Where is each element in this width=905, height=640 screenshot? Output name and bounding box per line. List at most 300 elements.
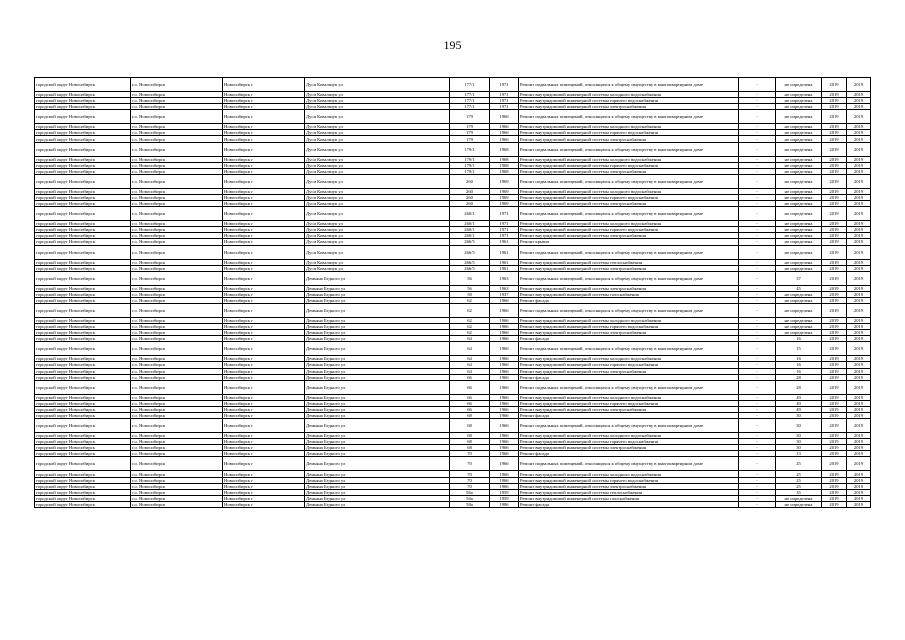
cell-dash: - <box>739 98 776 104</box>
cell-house: 260/1 <box>450 233 490 239</box>
cell-city: Новосибирск г <box>223 451 305 457</box>
cell-house: 64 <box>450 362 490 368</box>
cell-region: городской округ Новосибирск <box>35 445 131 451</box>
cell-house: 64 <box>450 336 490 342</box>
table-row <box>35 174 871 188</box>
cell-city: Новосибирск г <box>223 445 305 451</box>
cell-dash: - <box>739 495 776 501</box>
cell-year: 1971 <box>490 221 519 227</box>
cell-year-start: 2019 <box>822 336 847 342</box>
cell-city: Новосибирск г <box>223 413 305 419</box>
cell-work-type: Ремонт внутридомовой инженерной системы холодного водоснабжения <box>519 356 739 362</box>
cell-municipality: г.о. Новосибирск <box>131 142 223 156</box>
cell-region: городской округ Новосибирск <box>35 324 131 330</box>
cell-city: Новосибирск г <box>223 362 305 368</box>
cell-work-type: Ремонт внутридомовой инженерной системы горячего водоснабжения <box>519 324 739 330</box>
cell-year: 1963 <box>490 271 519 285</box>
cell-house: 58 <box>450 291 490 297</box>
cell-city: Новосибирск г <box>223 483 305 489</box>
cell-house: 70 <box>450 471 490 477</box>
cell-street: Дуси Ковальчук ул <box>305 136 450 142</box>
cell-dash: - <box>739 259 776 265</box>
cell-municipality: г.о. Новосибирск <box>131 124 223 130</box>
cell-cost: не определена <box>776 297 822 303</box>
cell-year: 1966 <box>490 136 519 142</box>
cell-year-end: 2019 <box>847 457 871 471</box>
cell-year-end: 2019 <box>847 489 871 495</box>
cell-dash: - <box>739 110 776 124</box>
cell-year-start: 2019 <box>822 362 847 368</box>
cell-year: 1966 <box>490 368 519 374</box>
cell-house: 70 <box>450 483 490 489</box>
cell-year-end: 2019 <box>847 188 871 194</box>
cell-dash: - <box>739 394 776 400</box>
cell-city: Новосибирск г <box>223 245 305 259</box>
cell-municipality: г.о. Новосибирск <box>131 489 223 495</box>
cell-municipality: г.о. Новосибирск <box>131 471 223 477</box>
cell-year-start: 2019 <box>822 291 847 297</box>
cell-cost: 30 <box>776 439 822 445</box>
cell-year: 1966 <box>490 400 519 406</box>
cell-municipality: г.о. Новосибирск <box>131 445 223 451</box>
cell-dash: - <box>739 227 776 233</box>
cell-work-type: Ремонт внутридомовой инженерной системы электроснабжения <box>519 445 739 451</box>
cell-year-start: 2019 <box>822 245 847 259</box>
cell-work-type: Ремонт крыши <box>519 239 739 245</box>
cell-region: городской округ Новосибирск <box>35 194 131 200</box>
cell-year-start: 2019 <box>822 457 847 471</box>
cell-cost: не определена <box>776 495 822 501</box>
cell-year: 1966 <box>490 124 519 130</box>
cell-street: Демьяна Бедного ул <box>305 291 450 297</box>
cell-region: городской округ Новосибирск <box>35 356 131 362</box>
cell-year-start: 2019 <box>822 207 847 221</box>
cell-year-start: 2019 <box>822 400 847 406</box>
cell-street: Дуси Ковальчук ул <box>305 245 450 259</box>
cell-municipality: г.о. Новосибирск <box>131 285 223 291</box>
cell-year-start: 2019 <box>822 356 847 362</box>
cell-year-start: 2019 <box>822 342 847 356</box>
cell-municipality: г.о. Новосибирск <box>131 207 223 221</box>
cell-year: 1966 <box>490 451 519 457</box>
cell-street: Демьяна Бедного ул <box>305 374 450 380</box>
cell-municipality: г.о. Новосибирск <box>131 324 223 330</box>
cell-year: 1968 <box>490 168 519 174</box>
cell-house: 56а <box>450 495 490 501</box>
cell-municipality: г.о. Новосибирск <box>131 78 223 92</box>
cell-year: 1969 <box>490 188 519 194</box>
cell-year-end: 2019 <box>847 168 871 174</box>
cell-city: Новосибирск г <box>223 168 305 174</box>
cell-year-end: 2019 <box>847 245 871 259</box>
cell-cost: не определена <box>776 92 822 98</box>
cell-year: 1966 <box>490 336 519 342</box>
cell-dash: - <box>739 265 776 271</box>
cell-city: Новосибирск г <box>223 477 305 483</box>
cell-work-type: Ремонт внутридомовой инженерной системы холодного водоснабжения <box>519 317 739 323</box>
cell-cost: 49 <box>776 394 822 400</box>
cell-cost: не определена <box>776 317 822 323</box>
cell-work-type: Ремонт фасада <box>519 413 739 419</box>
cell-house: 62 <box>450 303 490 317</box>
cell-work-type: Ремонт фасада <box>519 374 739 380</box>
cell-city: Новосибирск г <box>223 324 305 330</box>
cell-street: Дуси Ковальчук ул <box>305 174 450 188</box>
cell-year-end: 2019 <box>847 477 871 483</box>
cell-municipality: г.о. Новосибирск <box>131 297 223 303</box>
cell-city: Новосибирск г <box>223 471 305 477</box>
cell-work-type: Ремонт подвальных помещений, относящихся к общему имуществу в многоквартирном доме <box>519 457 739 471</box>
cell-year-start: 2019 <box>822 285 847 291</box>
cell-house: 179 <box>450 124 490 130</box>
cell-dash: - <box>739 356 776 362</box>
cell-year-end: 2019 <box>847 98 871 104</box>
cell-dash: - <box>739 457 776 471</box>
cell-year-start: 2019 <box>822 303 847 317</box>
cell-dash: - <box>739 188 776 194</box>
cell-house: 260 <box>450 188 490 194</box>
cell-year-end: 2019 <box>847 104 871 110</box>
cell-municipality: г.о. Новосибирск <box>131 168 223 174</box>
cell-year-end: 2019 <box>847 239 871 245</box>
cell-street: Демьяна Бедного ул <box>305 356 450 362</box>
cell-work-type: Ремонт внутридомовой инженерной системы горячего водоснабжения <box>519 362 739 368</box>
table-row <box>35 303 871 317</box>
cell-dash: - <box>739 433 776 439</box>
cell-municipality: г.о. Новосибирск <box>131 291 223 297</box>
cell-year: 1968 <box>490 142 519 156</box>
cell-street: Демьяна Бедного ул <box>305 439 450 445</box>
cell-house: 266/5 <box>450 245 490 259</box>
cell-region: городской округ Новосибирск <box>35 130 131 136</box>
cell-dash: - <box>739 291 776 297</box>
cell-region: городской округ Новосибирск <box>35 477 131 483</box>
cell-house: 64 <box>450 368 490 374</box>
cell-year-start: 2019 <box>822 124 847 130</box>
cell-region: городской округ Новосибирск <box>35 419 131 433</box>
cell-region: городской округ Новосибирск <box>35 110 131 124</box>
cell-dash: - <box>739 136 776 142</box>
cell-work-type: Ремонт внутридомовой инженерной системы электроснабжения <box>519 104 739 110</box>
cell-work-type: Ремонт внутридомовой инженерной системы холодного водоснабжения <box>519 188 739 194</box>
cell-dash: - <box>739 194 776 200</box>
cell-year-end: 2019 <box>847 92 871 98</box>
cell-region: городской округ Новосибирск <box>35 285 131 291</box>
cell-region: городской округ Новосибирск <box>35 168 131 174</box>
cell-year-start: 2019 <box>822 368 847 374</box>
cell-house: 68 <box>450 419 490 433</box>
cell-year-end: 2019 <box>847 324 871 330</box>
cell-work-type: Ремонт фасада <box>519 501 739 507</box>
table-row <box>35 245 871 259</box>
cell-house: 56а <box>450 489 490 495</box>
cell-cost: 16 <box>776 368 822 374</box>
cell-municipality: г.о. Новосибирск <box>131 194 223 200</box>
cell-municipality: г.о. Новосибирск <box>131 342 223 356</box>
cell-house: 260 <box>450 201 490 207</box>
cell-house: 70 <box>450 457 490 471</box>
cell-house: 66 <box>450 380 490 394</box>
cell-year: 1963 <box>490 285 519 291</box>
cell-region: городской округ Новосибирск <box>35 394 131 400</box>
cell-year-end: 2019 <box>847 330 871 336</box>
cell-work-type: Ремонт подвальных помещений, относящихся к общему имуществу в многоквартирном доме <box>519 142 739 156</box>
cell-street: Дуси Ковальчук ул <box>305 168 450 174</box>
cell-region: городской округ Новосибирск <box>35 239 131 245</box>
cell-work-type: Ремонт внутридомовой инженерной системы горячего водоснабжения <box>519 162 739 168</box>
cell-municipality: г.о. Новосибирск <box>131 451 223 457</box>
cell-dash: - <box>739 324 776 330</box>
cell-work-type: Ремонт внутридомовой инженерной системы электроснабжения <box>519 265 739 271</box>
cell-year-start: 2019 <box>822 445 847 451</box>
cell-cost: не определена <box>776 324 822 330</box>
cell-street: Дуси Ковальчук ул <box>305 104 450 110</box>
cell-year: 1966 <box>490 413 519 419</box>
cell-city: Новосибирск г <box>223 130 305 136</box>
cell-work-type: Ремонт внутридомовой инженерной системы теплоснабжения <box>519 259 739 265</box>
table-row <box>35 142 871 156</box>
cell-dash: - <box>739 380 776 394</box>
cell-year: 1966 <box>490 330 519 336</box>
cell-city: Новосибирск г <box>223 271 305 285</box>
cell-year-end: 2019 <box>847 303 871 317</box>
cell-year: 1971 <box>490 207 519 221</box>
cell-cost: не определена <box>776 201 822 207</box>
cell-year-end: 2019 <box>847 265 871 271</box>
cell-year-start: 2019 <box>822 92 847 98</box>
cell-city: Новосибирск г <box>223 380 305 394</box>
cell-work-type: Ремонт внутридомовой инженерной системы электроснабжения <box>519 406 739 412</box>
cell-cost: 13 <box>776 451 822 457</box>
cell-street: Демьяна Бедного ул <box>305 271 450 285</box>
cell-house: 66 <box>450 374 490 380</box>
cell-region: городской округ Новосибирск <box>35 406 131 412</box>
cell-year: 1966 <box>490 457 519 471</box>
cell-city: Новосибирск г <box>223 98 305 104</box>
cell-municipality: г.о. Новосибирск <box>131 271 223 285</box>
cell-region: городской округ Новосибирск <box>35 457 131 471</box>
cell-municipality: г.о. Новосибирск <box>131 110 223 124</box>
cell-house: 68 <box>450 413 490 419</box>
cell-work-type: Ремонт внутридомовой инженерной системы холодного водоснабжения <box>519 92 739 98</box>
cell-city: Новосибирск г <box>223 78 305 92</box>
cell-municipality: г.о. Новосибирск <box>131 245 223 259</box>
cell-municipality: г.о. Новосибирск <box>131 501 223 507</box>
cell-municipality: г.о. Новосибирск <box>131 495 223 501</box>
cell-street: Демьяна Бедного ул <box>305 362 450 368</box>
cell-house: 260 <box>450 194 490 200</box>
cell-city: Новосибирск г <box>223 124 305 130</box>
cell-cost: не определена <box>776 142 822 156</box>
cell-dash: - <box>739 245 776 259</box>
cell-year: 1961 <box>490 265 519 271</box>
cell-municipality: г.о. Новосибирск <box>131 374 223 380</box>
cell-street: Дуси Ковальчук ул <box>305 188 450 194</box>
cell-work-type: Ремонт внутридомовой инженерной системы холодного водоснабжения <box>519 156 739 162</box>
cell-year: 1961 <box>490 245 519 259</box>
cell-city: Новосибирск г <box>223 336 305 342</box>
cell-dash: - <box>739 330 776 336</box>
cell-year-start: 2019 <box>822 233 847 239</box>
cell-dash: - <box>739 451 776 457</box>
cell-cost: 30 <box>776 419 822 433</box>
cell-city: Новосибирск г <box>223 239 305 245</box>
cell-work-type: Ремонт подвальных помещений, относящихся к общему имуществу в многоквартирном доме <box>519 419 739 433</box>
cell-house: 177/1 <box>450 78 490 92</box>
cell-street: Дуси Ковальчук ул <box>305 227 450 233</box>
cell-year-end: 2019 <box>847 142 871 156</box>
table-row <box>35 419 871 433</box>
cell-street: Демьяна Бедного ул <box>305 419 450 433</box>
cell-region: городской округ Новосибирск <box>35 156 131 162</box>
cell-region: городской округ Новосибирск <box>35 78 131 92</box>
cell-city: Новосибирск г <box>223 162 305 168</box>
cell-year: 1959 <box>490 495 519 501</box>
cell-year-start: 2019 <box>822 317 847 323</box>
cell-dash: - <box>739 130 776 136</box>
cell-city: Новосибирск г <box>223 207 305 221</box>
cell-region: городской округ Новосибирск <box>35 98 131 104</box>
cell-cost: 35 <box>776 489 822 495</box>
cell-cost: не определена <box>776 162 822 168</box>
cell-cost: 49 <box>776 400 822 406</box>
cell-municipality: г.о. Новосибирск <box>131 317 223 323</box>
cell-city: Новосибирск г <box>223 194 305 200</box>
cell-year: 1966 <box>490 130 519 136</box>
cell-cost: не определена <box>776 188 822 194</box>
page-number: 195 <box>443 38 462 52</box>
cell-year: 1971 <box>490 92 519 98</box>
cell-year: 1966 <box>490 477 519 483</box>
cell-cost: не определена <box>776 136 822 142</box>
cell-cost: 28 <box>776 380 822 394</box>
cell-year-end: 2019 <box>847 445 871 451</box>
cell-city: Новосибирск г <box>223 136 305 142</box>
cell-municipality: г.о. Новосибирск <box>131 483 223 489</box>
cell-cost: 30 <box>776 433 822 439</box>
cell-dash: - <box>739 317 776 323</box>
cell-house: 58а <box>450 501 490 507</box>
cell-year-start: 2019 <box>822 239 847 245</box>
cell-city: Новосибирск г <box>223 317 305 323</box>
cell-cost: 37 <box>776 271 822 285</box>
cell-region: городской округ Новосибирск <box>35 495 131 501</box>
cell-street: Дуси Ковальчук ул <box>305 156 450 162</box>
cell-municipality: г.о. Новосибирск <box>131 239 223 245</box>
cell-year-end: 2019 <box>847 419 871 433</box>
cell-year-start: 2019 <box>822 188 847 194</box>
cell-year: 1959 <box>490 489 519 495</box>
cell-dash: - <box>739 92 776 98</box>
cell-municipality: г.о. Новосибирск <box>131 433 223 439</box>
cell-work-type: Ремонт внутридомовой инженерной системы электроснабжения <box>519 368 739 374</box>
cell-year-start: 2019 <box>822 471 847 477</box>
cell-street: Демьяна Бедного ул <box>305 303 450 317</box>
cell-street: Демьяна Бедного ул <box>305 471 450 477</box>
cell-street: Демьяна Бедного ул <box>305 413 450 419</box>
cell-year-end: 2019 <box>847 174 871 188</box>
cell-year: 1966 <box>490 356 519 362</box>
cell-house: 179/1 <box>450 142 490 156</box>
cell-year: 1971 <box>490 98 519 104</box>
cell-municipality: г.о. Новосибирск <box>131 227 223 233</box>
cell-city: Новосибирск г <box>223 406 305 412</box>
cell-cost: не определена <box>776 124 822 130</box>
cell-year-end: 2019 <box>847 285 871 291</box>
cell-dash: - <box>739 483 776 489</box>
cell-municipality: г.о. Новосибирск <box>131 394 223 400</box>
cell-year: 1968 <box>490 156 519 162</box>
cell-street: Дуси Ковальчук ул <box>305 142 450 156</box>
cell-house: 260/1 <box>450 207 490 221</box>
cell-street: Дуси Ковальчук ул <box>305 92 450 98</box>
cell-dash: - <box>739 406 776 412</box>
table-row <box>35 501 871 507</box>
cell-region: городской округ Новосибирск <box>35 104 131 110</box>
table-row <box>35 342 871 356</box>
cell-dash: - <box>739 142 776 156</box>
cell-work-type: Ремонт подвальных помещений, относящихся к общему имуществу в многоквартирном доме <box>519 342 739 356</box>
cell-year-end: 2019 <box>847 368 871 374</box>
cell-year-end: 2019 <box>847 221 871 227</box>
cell-year-end: 2019 <box>847 495 871 501</box>
cell-year-start: 2019 <box>822 324 847 330</box>
cell-city: Новосибирск г <box>223 265 305 271</box>
cell-year: 1966 <box>490 110 519 124</box>
cell-dash: - <box>739 445 776 451</box>
cell-region: городской округ Новосибирск <box>35 265 131 271</box>
cell-year-end: 2019 <box>847 156 871 162</box>
table-row <box>35 271 871 285</box>
cell-cost: не определена <box>776 291 822 297</box>
cell-year-start: 2019 <box>822 413 847 419</box>
cell-dash: - <box>739 174 776 188</box>
cell-work-type: Ремонт подвальных помещений, относящихся к общему имуществу в многоквартирном доме <box>519 207 739 221</box>
cell-work-type: Ремонт внутридомовой инженерной системы теплоснабжения <box>519 489 739 495</box>
cell-year-end: 2019 <box>847 380 871 394</box>
cell-street: Демьяна Бедного ул <box>305 342 450 356</box>
cell-city: Новосибирск г <box>223 457 305 471</box>
cell-region: городской округ Новосибирск <box>35 501 131 507</box>
cell-street: Дуси Ковальчук ул <box>305 110 450 124</box>
cell-year-start: 2019 <box>822 110 847 124</box>
cell-municipality: г.о. Новосибирск <box>131 174 223 188</box>
cell-year-end: 2019 <box>847 413 871 419</box>
cell-cost: не определена <box>776 330 822 336</box>
cell-year-end: 2019 <box>847 356 871 362</box>
cell-street: Демьяна Бедного ул <box>305 394 450 400</box>
cell-street: Демьяна Бедного ул <box>305 483 450 489</box>
cell-house: 62 <box>450 324 490 330</box>
cell-region: городской округ Новосибирск <box>35 201 131 207</box>
cell-street: Демьяна Бедного ул <box>305 336 450 342</box>
cell-year-start: 2019 <box>822 78 847 92</box>
cell-cost: 25 <box>776 471 822 477</box>
cell-street: Демьяна Бедного ул <box>305 400 450 406</box>
cell-year-start: 2019 <box>822 433 847 439</box>
cell-cost: 25 <box>776 483 822 489</box>
cell-street: Демьяна Бедного ул <box>305 451 450 457</box>
cell-city: Новосибирск г <box>223 227 305 233</box>
cell-work-type: Ремонт внутридомовой инженерной системы холодного водоснабжения <box>519 433 739 439</box>
cell-municipality: г.о. Новосибирск <box>131 162 223 168</box>
cell-street: Дуси Ковальчук ул <box>305 221 450 227</box>
cell-year: 1986 <box>490 501 519 507</box>
cell-city: Новосибирск г <box>223 400 305 406</box>
cell-work-type: Ремонт внутридомовой инженерной системы электроснабжения <box>519 136 739 142</box>
cell-city: Новосибирск г <box>223 495 305 501</box>
cell-dash: - <box>739 156 776 162</box>
